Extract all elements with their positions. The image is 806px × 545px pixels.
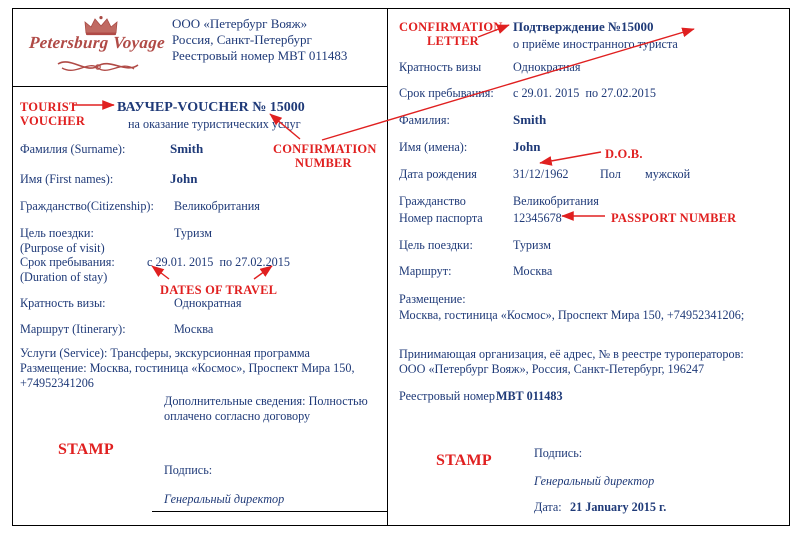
confirmation-accommodation-label: Размещение: [399, 292, 466, 306]
voucher-additional-line2: оплачено согласно договору [164, 409, 311, 423]
logo-flourish [52, 54, 144, 78]
voucher-label-citizenship: Гражданство(Citizenship): [20, 199, 154, 213]
confirmation-host-line1: Принимающая организация, её адрес, № в реестре туроператоров: [399, 347, 744, 361]
confirmation-date-value: 21 January 2015 г. [570, 500, 667, 514]
confirmation-accommodation-value: Москва, гостиница «Космос», Проспект Мира 150, +74952341206; [399, 308, 745, 322]
confirmation-label-dob: Дата рождения [399, 167, 477, 181]
annotation-dates-of-travel: DATES OF TRAVEL [160, 283, 278, 297]
confirmation-registry-label: Реестровый номер [399, 389, 498, 403]
confirmation-value-purpose: Туризм [513, 238, 551, 252]
voucher-label-firstname: Имя (First names): [20, 172, 114, 186]
confirmation-value-passport: 12345678 [513, 211, 562, 225]
confirmation-host-line2: ООО «Петербург Вояж», Россия, Санкт-Петербург, 196247 [399, 362, 705, 376]
letterhead-company: ООО «Петербург Вояж» [172, 16, 308, 31]
letterhead-registry: Реестровый номер МВТ 011483 [172, 48, 348, 63]
confirmation-value-firstname: John [513, 139, 541, 154]
voucher-subtitle: на оказание туристических услуг [128, 117, 301, 131]
voucher-value-citizenship: Великобритания [174, 199, 260, 213]
voucher-title: ВАУЧЕР-VOUCHER № 15000 [117, 100, 305, 115]
company-logo [22, 14, 172, 80]
confirmation-subtitle: о приёме иностранного туриста [513, 37, 678, 51]
voucher-signature-label: Подпись: [164, 463, 213, 477]
voucher-label-visa-entries: Кратность визы: [20, 296, 106, 310]
annotation-confirmation-number-line1: CONFIRMATION [273, 142, 377, 156]
confirmation-value-sex: мужской [645, 167, 691, 181]
voucher-label-duration-en: (Duration of stay) [20, 270, 108, 284]
confirmation-label-sex: Пол [600, 167, 621, 181]
voucher-signature-title: Генеральный директор [164, 492, 285, 506]
voucher-value-visa-entries: Однократная [174, 296, 242, 310]
annotation-tourist-voucher-line1: TOURIST [20, 100, 78, 114]
confirmation-value-dob: 31/12/1962 [513, 167, 569, 181]
voucher-value-firstname: John [170, 171, 198, 186]
annotation-passport-number: PASSPORT NUMBER [611, 211, 737, 225]
confirmation-value-surname: Smith [513, 112, 547, 127]
voucher-label-surname: Фамилия (Surname): [20, 142, 126, 156]
annotation-dob: D.O.B. [605, 147, 643, 161]
confirmation-value-visa-entries: Однократная [513, 60, 581, 74]
confirmation-label-passport: Номер паспорта [399, 211, 483, 225]
voucher-label-duration: Срок пребывания: [20, 255, 115, 269]
confirmation-label-citizenship: Гражданство [399, 194, 466, 208]
voucher-value-purpose: Туризм [174, 226, 212, 240]
logo-wordmark: Petersburg Voyage [28, 33, 166, 52]
confirmation-label-surname: Фамилия: [399, 113, 450, 127]
voucher-label-purpose-en: (Purpose of visit) [20, 241, 105, 255]
confirmation-registry-value: МВТ 011483 [496, 389, 563, 403]
confirmation-value-duration: с 29.01. 2015 по 27.02.2015 [513, 86, 656, 100]
voucher-accommodation-line2: +74952341206 [20, 376, 94, 390]
confirmation-label-itinerary: Маршрут: [399, 264, 452, 278]
confirmation-label-duration: Срок пребывания: [399, 86, 494, 100]
letterhead-address: Россия, Санкт-Петербург [172, 32, 312, 47]
confirmation-value-citizenship: Великобритания [513, 194, 599, 208]
voucher-label-itinerary: Маршрут (Itinerary): [20, 322, 126, 336]
confirmation-label-purpose: Цель поездки: [399, 238, 473, 252]
confirmation-value-itinerary: Москва [513, 264, 553, 278]
confirmation-label-firstname: Имя (имена): [399, 140, 468, 154]
confirmation-date-label: Дата: [534, 500, 565, 514]
voucher-additional-line1: Дополнительные сведения: Полностью [164, 394, 368, 408]
voucher-value-surname: Smith [170, 141, 204, 156]
voucher-value-itinerary: Москва [174, 322, 214, 336]
confirmation-signature-title: Генеральный директор [534, 474, 655, 488]
voucher-accommodation-line1: Размещение: Москва, гостиница «Космос», Проспект Мира 150, [20, 361, 355, 375]
annotation-tourist-voucher-line2: VOUCHER [20, 114, 86, 128]
annotation-confirmation-letter-line1: CONFIRMATION [399, 20, 503, 34]
confirmation-label-visa-entries: Кратность визы [399, 60, 482, 74]
annotation-confirmation-letter-line2: LETTER [427, 34, 479, 48]
voucher-value-duration: с 29.01. 2015 по 27.02.2015 [147, 255, 290, 269]
annotation-stamp-right: STAMP [436, 452, 492, 469]
voucher-service-line1: Услуги (Service): Трансферы, экскурсионная программа [20, 346, 310, 360]
confirmation-title: Подтверждение №15000 [513, 19, 654, 34]
annotation-confirmation-number-line2: NUMBER [295, 156, 352, 170]
annotation-stamp-left: STAMP [58, 441, 114, 458]
confirmation-signature-label: Подпись: [534, 446, 583, 460]
voucher-signature-line [152, 511, 387, 512]
voucher-label-purpose: Цель поездки: [20, 226, 94, 240]
letterhead-divider [12, 86, 388, 87]
